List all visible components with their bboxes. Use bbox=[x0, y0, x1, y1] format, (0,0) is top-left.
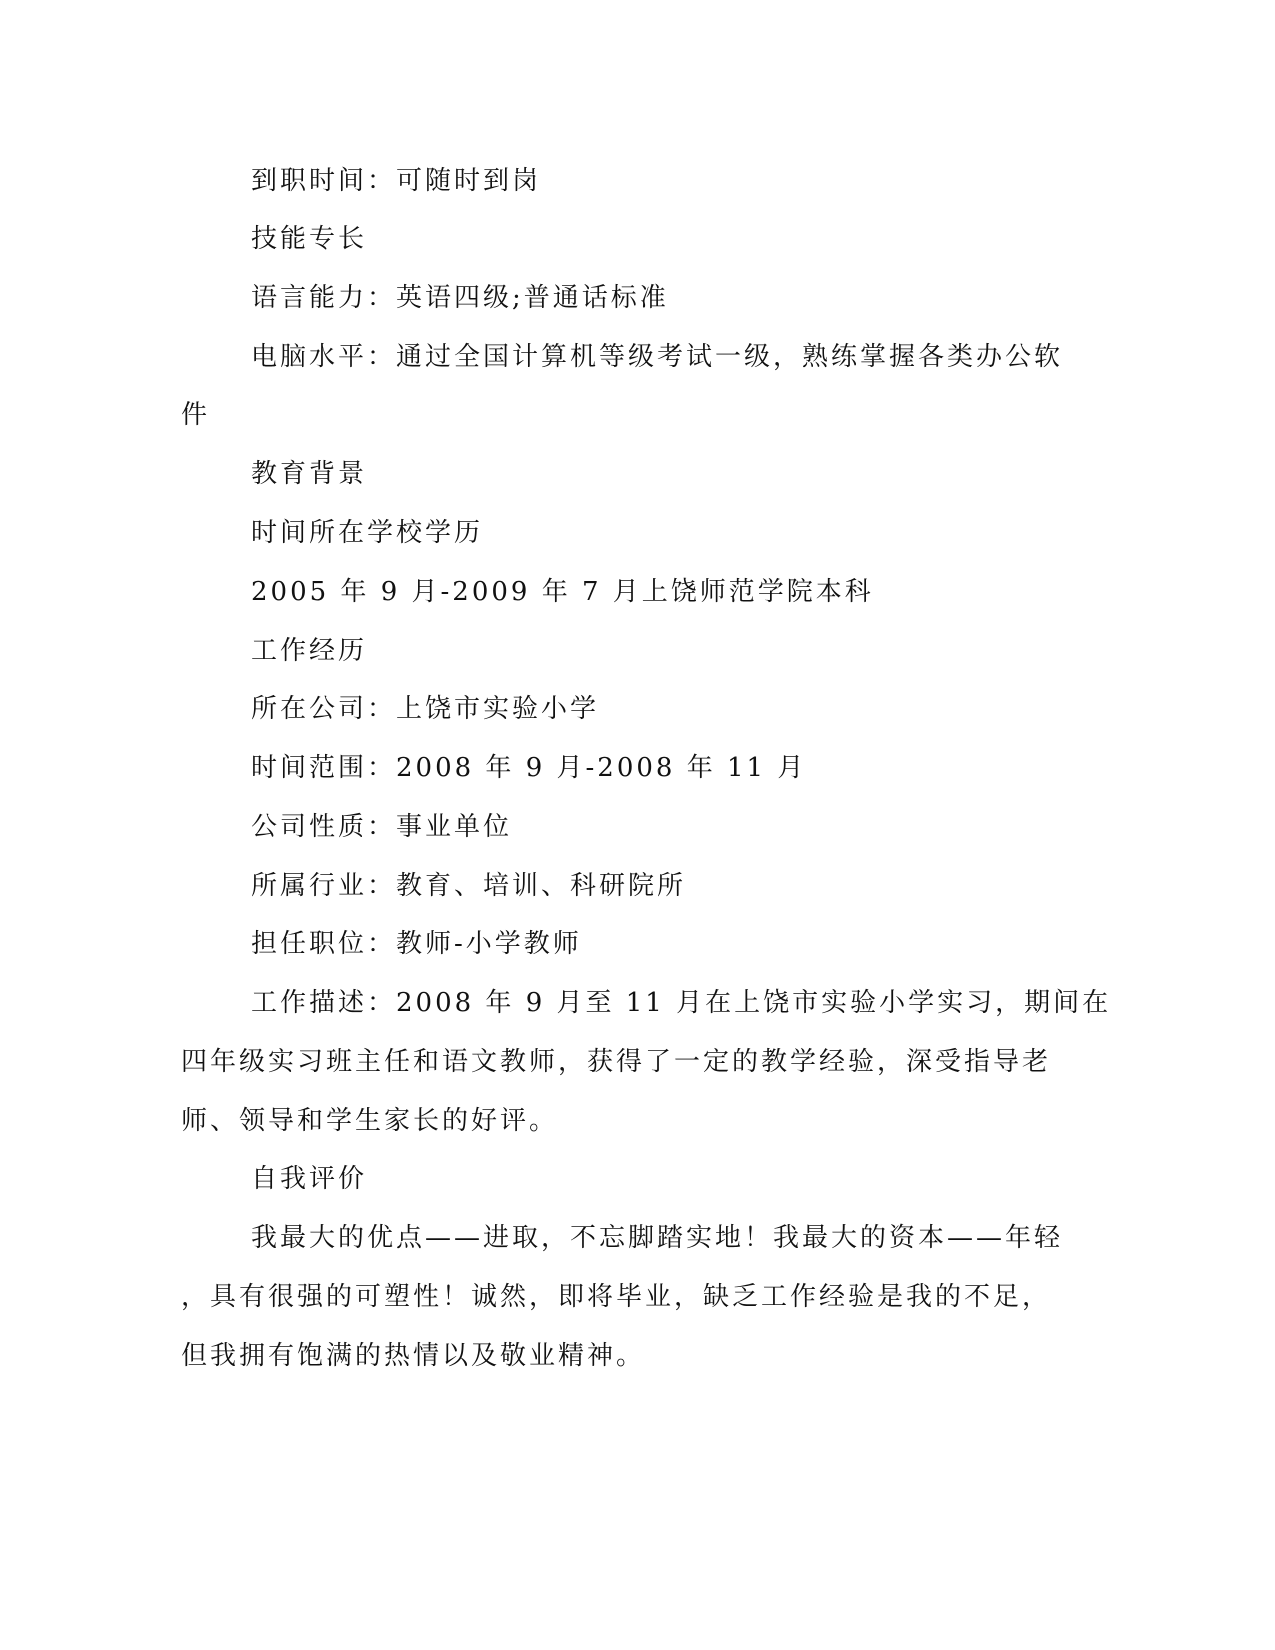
availability-line: 到职时间：可随时到岗 bbox=[251, 166, 542, 196]
position-line: 担任职位：教师-小学教师 bbox=[251, 929, 582, 959]
computer-line-cont: 件 bbox=[181, 400, 211, 430]
self-evaluation-heading: 自我评价 bbox=[251, 1164, 368, 1194]
job-description-line: 工作描述：2008 年 9 月至 11 月在上饶市实验小学实习，期间在 bbox=[251, 988, 1112, 1018]
job-description-line-2: 四年级实习班主任和语文教师，获得了一定的教学经验，深受指导老 bbox=[181, 1047, 1052, 1077]
job-description-line-3: 师、领导和学生家长的好评。 bbox=[181, 1106, 559, 1136]
language-line: 语言能力：英语四级;普通话标准 bbox=[251, 283, 669, 313]
skills-heading: 技能专长 bbox=[251, 224, 368, 254]
computer-line: 电脑水平：通过全国计算机等级考试一级，熟练掌握各类办公软 bbox=[251, 342, 1064, 372]
education-columns: 时间所在学校学历 bbox=[251, 518, 484, 548]
self-evaluation-line-2: ，具有很强的可塑性！诚然，即将毕业，缺乏工作经验是我的不足， bbox=[181, 1282, 1052, 1312]
education-heading: 教育背景 bbox=[251, 459, 368, 489]
company-line: 所在公司：上饶市实验小学 bbox=[251, 694, 600, 724]
company-type-line: 公司性质：事业单位 bbox=[251, 812, 513, 842]
period-line: 时间范围：2008 年 9 月-2008 年 11 月 bbox=[251, 753, 807, 783]
industry-line: 所属行业：教育、培训、科研院所 bbox=[251, 871, 687, 901]
work-heading: 工作经历 bbox=[251, 636, 368, 666]
education-entry: 2005 年 9 月-2009 年 7 月上饶师范学院本科 bbox=[251, 577, 874, 607]
self-evaluation-line: 我最大的优点——进取，不忘脚踏实地！我最大的资本——年轻 bbox=[251, 1223, 1064, 1253]
self-evaluation-line-3: 但我拥有饱满的热情以及敬业精神。 bbox=[181, 1341, 646, 1371]
